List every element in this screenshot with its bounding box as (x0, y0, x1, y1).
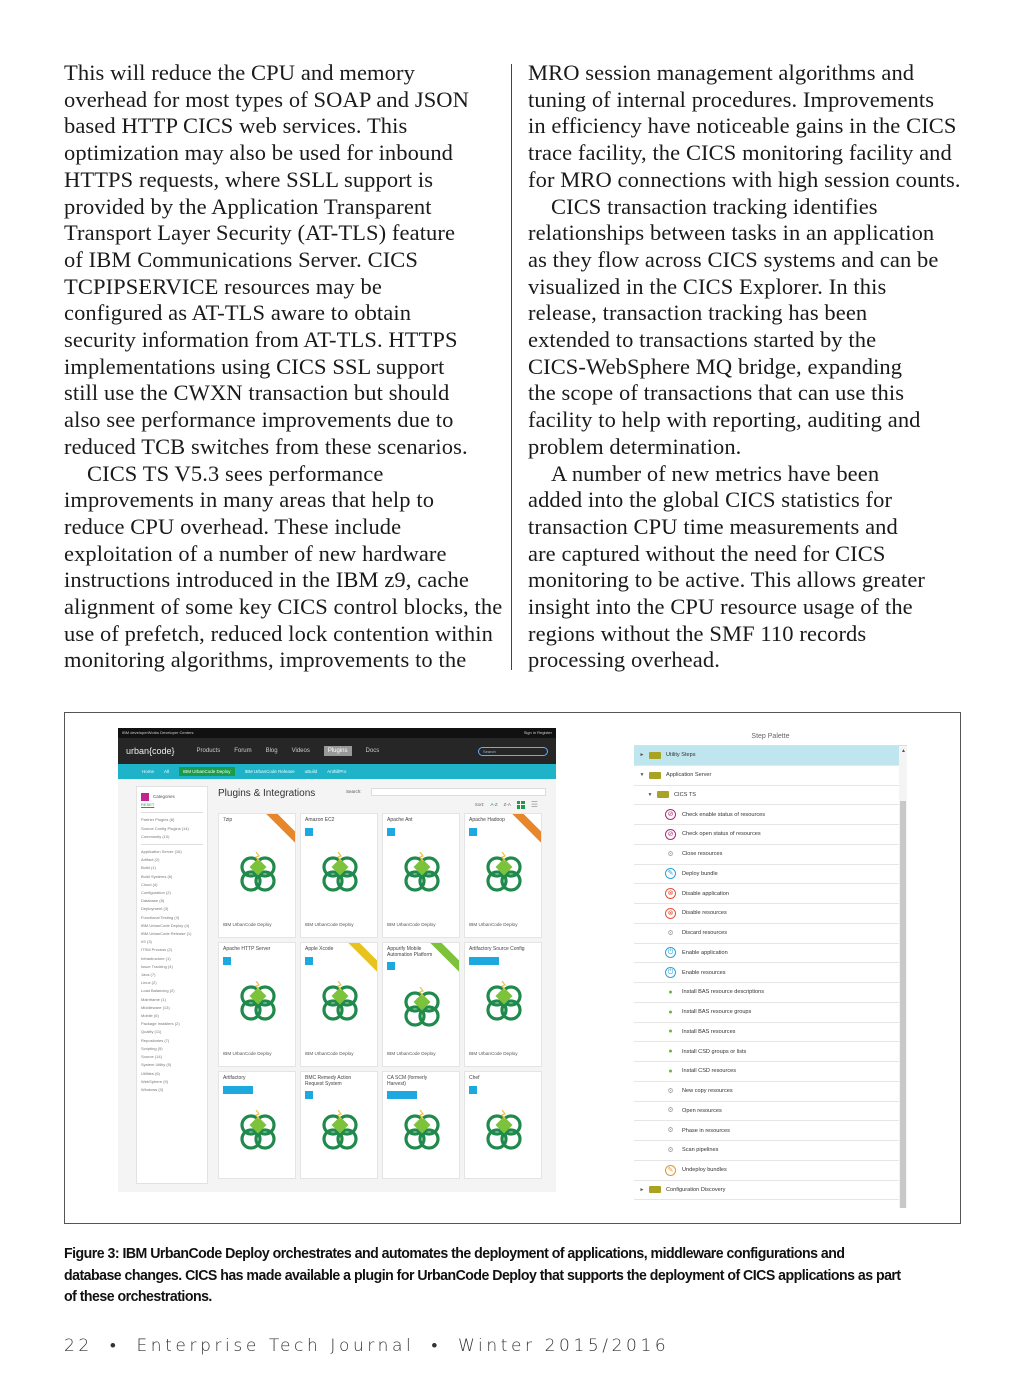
text-line: overhead for most types of SOAP and JSON (64, 86, 470, 112)
palette-row-label: Configuration Discovery (666, 1186, 726, 1193)
disable-icon: ⊗ (665, 908, 676, 919)
text-line: the scope of transactions that can use this (528, 380, 905, 406)
palette-row-label: New copy resources (682, 1088, 733, 1095)
categories-reset[interactable]: RESET (141, 802, 155, 808)
subnav-item[interactable]: All (164, 769, 170, 774)
plugin-grid (218, 813, 542, 1179)
palette-row[interactable] (634, 746, 899, 766)
palette-row-label: Open resources (682, 1107, 722, 1114)
power-icon: ⏻ (665, 967, 676, 978)
footer-separator: • (109, 1336, 120, 1356)
step-palette (634, 728, 907, 1208)
main-nav (118, 738, 556, 764)
developerworks-bar (118, 728, 556, 738)
plugin-version-badge (305, 957, 313, 965)
palette-row[interactable] (634, 825, 899, 845)
plugin-name: BMC Remedy Action Request System (305, 1075, 352, 1087)
text-line: TCPIPSERVICE resources may be (64, 273, 382, 299)
sort-label: Sort: (474, 802, 485, 807)
plugin-vendor: IBM UrbanCode Deploy (305, 1051, 354, 1056)
palette-row[interactable] (634, 1023, 899, 1043)
plugin-tile[interactable] (464, 813, 542, 938)
text-line: trace facility, the CICS monitoring facility and (528, 140, 952, 166)
category-link[interactable]: ITSM Process (2) (141, 947, 173, 953)
text-line: use of prefetch, reduced lock contention within (64, 620, 493, 646)
urbancode-plugin-logo-icon (236, 981, 280, 1027)
category-link[interactable]: Cloud (4) (141, 881, 158, 887)
text-line: regions without the SMF 110 records (528, 620, 867, 646)
text-line: release, transaction tracking has been (528, 300, 868, 326)
text-line: in efficiency have noticeable gains in the CICS (528, 113, 957, 139)
gear-icon: ⚙ (667, 850, 674, 858)
plugin-tile[interactable] (464, 942, 542, 1067)
collapsed-triangle-icon[interactable]: ► (639, 752, 645, 759)
gear-icon: ⚙ (667, 1146, 674, 1154)
palette-row-label: Utility Steps (666, 752, 696, 759)
palette-row[interactable] (634, 1042, 899, 1062)
text-line: monitoring algorithms, improvements to the (64, 647, 467, 673)
gear-icon: ⚙ (667, 929, 674, 937)
plugin-name: Artifactory Source Config (469, 946, 525, 952)
plugin-name: Appurify Mobile Automation Platform (387, 946, 433, 958)
palette-row[interactable] (634, 884, 899, 904)
urbancode-plugin-logo-icon (318, 981, 362, 1027)
palette-row[interactable] (634, 1161, 899, 1181)
category-link[interactable]: Scripting (5) (141, 1045, 163, 1051)
palette-row-label: Application Server (666, 772, 712, 779)
text-line: provided by the Application Transparent (64, 193, 432, 219)
plugin-vendor: IBM UrbanCode Deploy (223, 922, 272, 927)
plugin-version-badge (387, 1091, 417, 1099)
text-line: tuning of internal procedures. Improvements (528, 86, 935, 112)
plugin-tile[interactable] (218, 942, 296, 1067)
palette-row[interactable] (634, 865, 899, 885)
palette-row[interactable] (634, 805, 899, 825)
check-status-icon: ⊘ (665, 829, 676, 840)
subnav-item[interactable]: AnthillPro (327, 769, 347, 774)
palette-row-label: Install BAS resource groups (682, 1009, 752, 1016)
category-link[interactable]: Windows (3) (141, 1086, 164, 1092)
nav-item-docs[interactable]: Docs (365, 748, 380, 754)
palette-row[interactable] (634, 983, 899, 1003)
collapsed-triangle-icon[interactable]: ► (639, 1186, 645, 1193)
category-link[interactable]: Quality (11) (141, 1029, 162, 1035)
plugin-vendor: IBM UrbanCode Deploy (387, 1051, 436, 1056)
palette-row-label: Install BAS resource descriptions (682, 989, 765, 996)
text-line: facility to help with reporting, auditing and (528, 407, 921, 433)
text-line: Transport Layer Security (AT-TLS) feature (64, 220, 456, 246)
category-link[interactable]: Build Systems (6) (141, 873, 173, 879)
urbancode-plugin-logo-icon (400, 987, 444, 1033)
text-line: for MRO connections with high session counts. (528, 166, 961, 192)
category-link[interactable]: Artifact (2) (141, 857, 160, 863)
urbancode-plugin-logo-icon (236, 852, 280, 898)
text-line: as they flow across CICS systems and can be (528, 246, 939, 272)
plugin-name: Amazon EC2 (305, 817, 335, 823)
text-line: monitoring to be active. This allows greater (528, 567, 926, 593)
palette-row-label: CICS TS (674, 791, 696, 798)
text-line: are captured without the need for CICS (528, 540, 886, 566)
gear-icon: ⚙ (667, 1127, 674, 1135)
palette-row[interactable] (634, 1121, 899, 1141)
folder-icon (657, 791, 669, 798)
palette-row[interactable] (634, 786, 899, 806)
topbar-left: IBM developerWorks Developer Centers (122, 730, 194, 735)
nav-item-forum[interactable]: Forum (234, 748, 252, 754)
urbancode-plugins-screenshot (118, 728, 556, 1192)
category-link[interactable]: Middleware (13) (141, 1004, 170, 1010)
text-line: A number of new metrics have been (551, 460, 880, 486)
text-line: relationships between tasks in an application (528, 220, 935, 246)
subnav-item[interactable]: uBuild (304, 769, 318, 774)
category-link[interactable]: Source Config Plugins (14) (141, 825, 189, 831)
palette-row-label: Discard resources (682, 930, 728, 937)
text-line: implementations using CICS SSL support (64, 353, 445, 379)
category-link[interactable]: Infrastructure (1) (141, 955, 171, 961)
plugin-name: 7zip (223, 817, 233, 823)
category-link[interactable]: Application Server (16) (141, 849, 182, 855)
issue-date: Winter 2015/2016 (457, 1336, 670, 1356)
text-line: improvements in many areas that help to (64, 487, 435, 513)
text-line: reduce CPU overhead. These include (64, 513, 402, 539)
palette-row-label: Disable application (682, 890, 729, 897)
nav-item-videos[interactable]: Videos (291, 748, 310, 754)
gear-icon: ⚙ (667, 1107, 674, 1115)
category-link[interactable]: IBM UrbanCode Release (1) (141, 931, 192, 937)
text-line: CICS TS V5.3 sees performance (87, 460, 384, 486)
expanded-triangle-icon[interactable]: ▼ (647, 791, 653, 798)
category-link[interactable]: Load Balancing (2) (141, 988, 175, 994)
install-icon: ● (668, 1008, 673, 1016)
power-icon: ⏻ (665, 947, 676, 958)
footer-separator: • (431, 1336, 441, 1356)
palette-row[interactable] (634, 1062, 899, 1082)
text-line: visualized in the CICS Explorer. In this (528, 273, 887, 299)
plugin-tile[interactable] (300, 942, 378, 1067)
categories-icon (141, 793, 149, 801)
plugin-name: Apache Ant (387, 817, 413, 823)
category-link[interactable]: Community (10) (141, 833, 170, 839)
palette-row-label: Phase in resources (682, 1127, 730, 1134)
plugin-tile[interactable] (218, 813, 296, 938)
plugin-name: CA SCM (formerly Harvest) (387, 1075, 428, 1087)
article-right-column (528, 60, 961, 674)
plugin-vendor: IBM UrbanCode Deploy (469, 1051, 518, 1056)
plugin-name: Chef (469, 1075, 480, 1081)
plugin-tile[interactable] (218, 1071, 296, 1179)
urbancode-plugin-logo-icon (400, 852, 444, 898)
palette-row-label: Install CSD resources (682, 1068, 737, 1075)
palette-row-label: Check enable status of resources (682, 811, 766, 818)
nav-item-blog[interactable]: Blog (265, 748, 278, 754)
install-icon: ● (668, 1067, 673, 1075)
palette-row[interactable] (634, 944, 899, 964)
text-line: instructions introduced in the IBM z9, cache (64, 567, 469, 593)
text-line: CICS-WebSphere MQ bridge, expanding (528, 353, 903, 379)
category-link[interactable]: Configuration (2) (141, 890, 171, 896)
category-link[interactable]: Build (1) (141, 865, 156, 871)
categories-sidebar (136, 786, 208, 1184)
plugin-version-badge (223, 957, 231, 965)
categories-title: Categories (153, 794, 175, 799)
text-line: insight into the CPU resource usage of the (528, 594, 913, 620)
search-label: Search: (346, 789, 362, 794)
plugin-vendor: IBM UrbanCode Deploy (223, 1051, 272, 1056)
subnav-item[interactable]: IBM UrbanCode Deploy (179, 767, 235, 776)
plugin-version-badge (469, 828, 477, 836)
page-title: Plugins & Integrations (218, 788, 316, 799)
plugin-tile[interactable] (382, 942, 460, 1067)
publication-name: Enterprise Tech Journal (136, 1336, 415, 1356)
category-link[interactable]: Database (8) (141, 898, 165, 904)
plugin-tile[interactable] (300, 1071, 378, 1179)
plugin-name: Artifactory (223, 1075, 246, 1081)
urbancode-plugin-logo-icon (400, 1110, 444, 1156)
text-line: MRO session management algorithms and (528, 60, 915, 85)
urbancode-plugin-logo-icon (236, 1110, 280, 1156)
palette-row-label: Enable resources (682, 969, 726, 976)
topbar-right[interactable]: Sign in Register (523, 730, 552, 735)
text-line: reduced TCB switches from these scenarios. (64, 433, 468, 459)
palette-row-label: Check open status of resources (682, 831, 761, 838)
category-link[interactable]: Mobile (6) (141, 1013, 159, 1019)
category-link[interactable]: Utilities (6) (141, 1070, 160, 1076)
folder-icon (649, 772, 661, 779)
install-icon: ● (668, 988, 673, 996)
palette-scrollbar[interactable]: ▲ (899, 746, 907, 1208)
palette-row-label: Install BAS resources (682, 1028, 736, 1035)
palette-row[interactable] (634, 1181, 899, 1201)
category-link[interactable]: Linux (2) (141, 980, 157, 986)
text-line: exploitation of a number of new hardware (64, 540, 447, 566)
urbancode-plugin-logo-icon (318, 852, 362, 898)
urbancode-plugin-logo-icon (482, 1110, 526, 1156)
expanded-triangle-icon[interactable]: ▼ (639, 772, 645, 779)
palette-row[interactable] (634, 845, 899, 865)
category-link[interactable]: Package Installers (2) (141, 1021, 180, 1027)
article-left-column (64, 60, 502, 674)
plugin-version-badge (387, 828, 395, 836)
plugin-version-badge (469, 957, 499, 965)
sort-za[interactable]: Z-A (503, 802, 511, 807)
palette-row[interactable] (634, 766, 899, 786)
plugin-version-badge (305, 828, 313, 836)
palette-row-label: Close resources (682, 851, 723, 858)
text-line: extended to transactions started by the (528, 327, 877, 353)
folder-icon (649, 1186, 661, 1193)
text-line: This will reduce the CPU and memory (64, 60, 415, 85)
plugin-tile[interactable] (382, 1071, 460, 1179)
sort-controls (475, 800, 538, 809)
category-link[interactable]: Java (7) (141, 972, 156, 978)
text-line: transaction CPU time measurements and (528, 513, 898, 539)
text-line: HTTPS requests, where SSLL support is (64, 166, 434, 192)
plugin-name: Apache Hadoop (469, 817, 505, 823)
palette-row[interactable] (634, 924, 899, 944)
palette-row[interactable] (634, 904, 899, 924)
gear-icon: ⚙ (667, 1087, 674, 1095)
category-link[interactable]: Deployment (3) (141, 906, 169, 912)
plugin-tile[interactable] (464, 1071, 542, 1179)
plugin-version-badge (223, 1086, 253, 1094)
plugin-name: Apache HTTP Server (223, 946, 271, 952)
page-footer (64, 1336, 669, 1356)
undeploy-icon: ✎ (665, 1165, 676, 1176)
palette-row[interactable] (634, 1141, 899, 1161)
subnav-item[interactable]: Home (142, 769, 155, 774)
plugin-version-badge (469, 1086, 477, 1094)
category-link[interactable]: Partner Plugins (8) (141, 817, 175, 823)
urbancode-logo[interactable]: urban{code} (126, 746, 175, 756)
check-status-icon: ⊘ (665, 809, 676, 820)
urbancode-plugin-logo-icon (318, 1110, 362, 1156)
palette-row[interactable] (634, 1102, 899, 1122)
category-link[interactable]: Repositories (7) (141, 1037, 170, 1043)
plugin-name: Apple Xcode (305, 946, 334, 952)
column-divider (511, 64, 512, 670)
palette-row[interactable] (634, 963, 899, 983)
text-line: security information from AT-TLS. HTTPS (64, 327, 458, 353)
figure-caption: Figure 3: IBM UrbanCode Deploy orchestrates and automates the deployment of applications, middleware configurations and database changes. CICS has made available a plugin for UrbanCode Deploy that supports the deployment of CICS applications as part of these orchestrations. (64, 1245, 901, 1305)
figure-3 (64, 712, 961, 1224)
plugin-vendor: IBM UrbanCode Deploy (305, 922, 354, 927)
disable-icon: ⊗ (665, 888, 676, 899)
urbancode-plugin-logo-icon (482, 852, 526, 898)
text-line: alignment of some key CICS control blocks, the (64, 594, 503, 620)
subnav-item[interactable]: IBM UrbanCode Release (244, 769, 295, 774)
grid-view-icon[interactable] (517, 801, 525, 809)
sub-nav (118, 764, 556, 779)
plugin-tile[interactable] (300, 813, 378, 938)
plugin-vendor: IBM UrbanCode Deploy (469, 922, 518, 927)
category-link[interactable]: WebSphere (9) (141, 1078, 169, 1084)
install-icon: ● (668, 1028, 673, 1036)
category-link[interactable]: Functional Testing (3) (141, 914, 180, 920)
text-line: added into the global CICS statistics for (528, 487, 893, 513)
text-line: also see performance improvements due to (64, 407, 454, 433)
text-line: problem determination. (528, 433, 742, 459)
palette-row-label: Disable resources (682, 910, 727, 917)
category-link[interactable]: IBM UrbanCode Deploy (4) (141, 922, 190, 928)
text-line: still use the CWXN transaction but should (64, 380, 450, 406)
list-view-icon[interactable]: ☰ (530, 800, 538, 809)
text-line: CICS transaction tracking identifies (551, 193, 878, 219)
category-link[interactable]: Mainframe (1) (141, 996, 166, 1002)
plugin-version-badge (387, 962, 395, 970)
text-line: of IBM Communications Server. CICS (64, 246, 419, 272)
category-link[interactable]: Issue Tracking (4) (141, 963, 173, 969)
nav-item-plugins[interactable]: Plugins (324, 746, 352, 756)
nav-search-input[interactable]: Search (478, 747, 548, 756)
palette-row-label: Scan pipelines (682, 1147, 719, 1154)
nav-item-products[interactable]: Products (196, 748, 221, 754)
text-line: processing overhead. (528, 647, 720, 673)
plugin-tile[interactable] (382, 813, 460, 938)
palette-row-label: Enable application (682, 949, 728, 956)
category-link[interactable]: System Utility (5) (141, 1062, 172, 1068)
urbancode-plugin-logo-icon (482, 981, 526, 1027)
text-line: configured as AT-TLS aware to obtain (64, 300, 412, 326)
deploy-icon: ✎ (665, 868, 676, 879)
plugin-version-badge (305, 1091, 313, 1099)
plugin-vendor: IBM UrbanCode Deploy (387, 922, 436, 927)
text-line: optimization may also be used for inbound (64, 140, 454, 166)
category-link[interactable]: IIS (3) (141, 939, 152, 945)
sort-az[interactable]: A-Z (490, 802, 498, 807)
palette-row-label: Deploy bundle (682, 870, 718, 877)
palette-row-label: Install CSD groups or lists (682, 1048, 747, 1055)
install-icon: ● (668, 1048, 673, 1056)
category-link[interactable]: Source (14) (141, 1054, 162, 1060)
step-palette-title: Step Palette (634, 728, 907, 746)
plugin-search-input[interactable] (371, 788, 546, 796)
text-line: based HTTP CICS web services. This (64, 113, 408, 139)
page-number: 22 (64, 1336, 93, 1356)
folder-icon (649, 752, 661, 759)
palette-row[interactable] (634, 1082, 899, 1102)
palette-row-label: Undeploy bundles (682, 1167, 727, 1174)
palette-row[interactable] (634, 1003, 899, 1023)
